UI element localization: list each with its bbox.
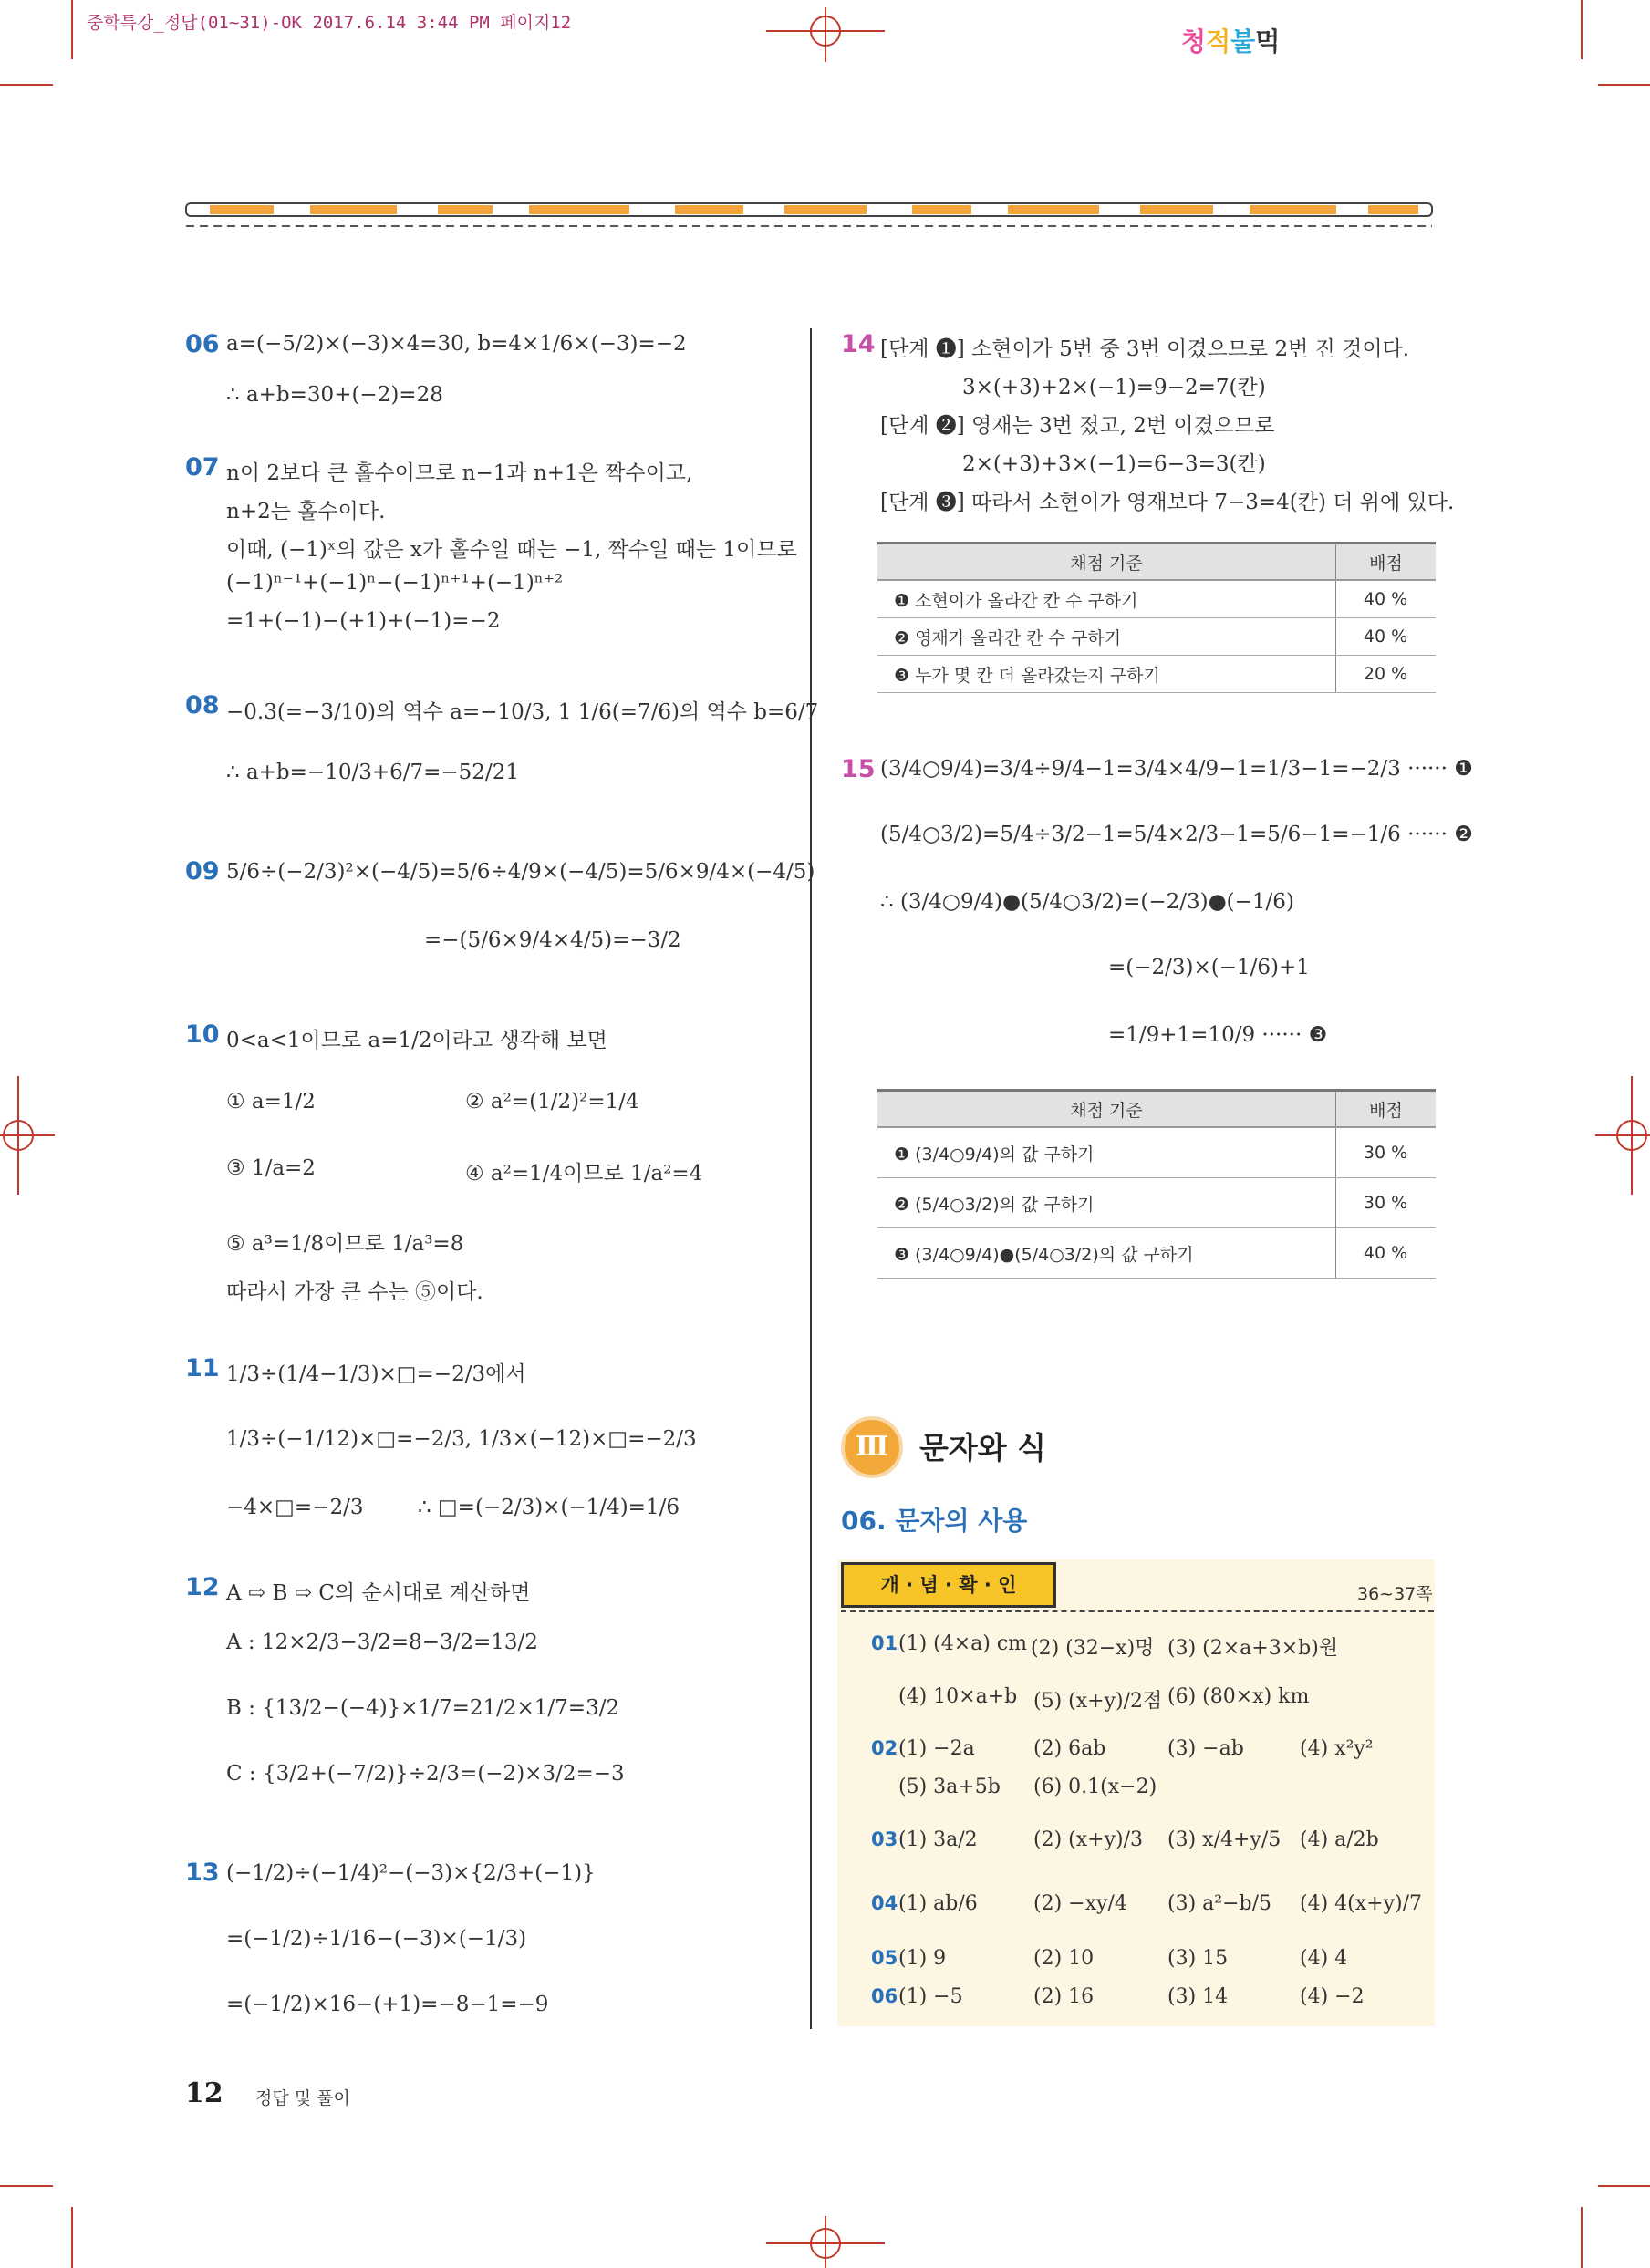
- solution-line: C : {3/2+(−7/2)}÷2/3=(−2)×3/2=−3: [226, 1762, 625, 1786]
- solution-line: 3×(+3)+2×(−1)=9−2=7(칸): [962, 376, 1266, 399]
- problem-number: 15: [841, 755, 876, 783]
- solution-line: −4×□=−2/3: [226, 1496, 364, 1519]
- solution-line: (5/4○3/2)=5/4÷3/2−1=5/4×2/3−1=5/6−1=−1/6 ······ ❷: [880, 823, 1473, 846]
- solution-line: 2×(+3)+3×(−1)=6−3=3(칸): [962, 452, 1266, 476]
- problem-number: 08: [185, 691, 220, 720]
- footer-label: 정답 및 풀이: [255, 2088, 350, 2108]
- chapter-number-badge: Ⅲ: [841, 1416, 903, 1478]
- solution-line: =(−1/2)÷1/16−(−3)×(−1/3): [226, 1927, 527, 1951]
- answer-item: (4) 4: [1300, 1947, 1348, 1970]
- problem-number: 11: [185, 1354, 220, 1383]
- column-divider: [810, 328, 812, 2029]
- page-range: 36~37쪽: [1357, 1584, 1433, 1604]
- table-row: [877, 656, 1436, 693]
- answer-item: (2) 10: [1033, 1947, 1095, 1970]
- decorative-header-band: [182, 196, 1437, 234]
- table-cell: ❶ 소현이가 올라간 칸 수 구하기: [877, 580, 1336, 618]
- solution-line: a=(−5/2)×(−3)×4=30, b=4×1/6×(−3)=−2: [226, 332, 687, 356]
- answer-number: 03: [871, 1828, 898, 1850]
- registration-mark-right: [1595, 1076, 1650, 1195]
- solution-line: (−1/2)÷(−1/4)²−(−3)×{2/3+(−1)}: [226, 1861, 596, 1885]
- registration-mark-bottom: [766, 2216, 885, 2268]
- solution-line: [단계 ❸] 따라서 소현이가 영재보다 7−3=4(칸) 더 위에 있다.: [880, 491, 1455, 514]
- problem-number: 06: [185, 330, 220, 358]
- answer-item: (6) 0.1(x−2): [1033, 1776, 1157, 1798]
- dashed-divider: [841, 1610, 1434, 1612]
- answer-item: (3) 14: [1167, 1985, 1229, 2008]
- table-row: [877, 1178, 1436, 1228]
- answer-item: (1) (4×a) cm: [898, 1632, 1028, 1655]
- answer-item: (3) a²−b/5: [1167, 1892, 1272, 1915]
- table-row: [877, 580, 1436, 618]
- solution-line: =1/9+1=10/9 ······ ❸: [1108, 1023, 1328, 1047]
- answer-item: (2) 6ab: [1033, 1737, 1106, 1760]
- concept-check-label: 개 · 념 · 확 · 인: [841, 1562, 1056, 1608]
- solution-line: 5/6÷(−2/3)²×(−4/5)=5/6÷4/9×(−4/5)=5/6×9/4×(−4/5): [226, 860, 815, 884]
- table-cell: ❸ (3/4○9/4)●(5/4○3/2)의 값 구하기: [877, 1228, 1336, 1279]
- answer-item: (1) 9: [898, 1947, 947, 1970]
- solution-line: ① a=1/2: [226, 1090, 316, 1113]
- answer-item: (2) (32−x)명: [1031, 1637, 1155, 1660]
- solution-line: −0.3(=−3/10)의 역수 a=−10/3, 1 1/6(=7/6)의 역수 b=6/7: [226, 700, 819, 724]
- registration-mark-left: [0, 1076, 55, 1195]
- table-cell: ❶ (3/4○9/4)의 값 구하기: [877, 1127, 1336, 1178]
- table-cell: 20 %: [1336, 656, 1437, 693]
- answer-item: (1) −5: [898, 1985, 963, 2008]
- registration-mark-top: [766, 7, 885, 62]
- answer-item: (4) 4(x+y)/7: [1300, 1892, 1422, 1915]
- problem-number: 09: [185, 857, 220, 885]
- table-cell: ❸ 누가 몇 칸 더 올라갔는지 구하기: [877, 656, 1336, 693]
- answer-item: (3) −ab: [1167, 1737, 1244, 1760]
- answer-item: (1) ab/6: [898, 1892, 978, 1915]
- problem-number: 13: [185, 1859, 220, 1887]
- solution-line: 1/3÷(1/4−1/3)×□=−2/3에서: [226, 1362, 526, 1386]
- solution-line: ∴ □=(−2/3)×(−1/4)=1/6: [418, 1496, 680, 1519]
- solution-line: ∴ a+b=30+(−2)=28: [226, 383, 443, 407]
- table-cell: 40 %: [1336, 580, 1437, 618]
- solution-line: =(−1/2)×16−(+1)=−8−1=−9: [226, 1993, 549, 2016]
- solution-line: =1+(−1)−(+1)+(−1)=−2: [226, 609, 501, 633]
- answer-number: 04: [871, 1892, 898, 1914]
- table-header: 배점: [1336, 544, 1437, 581]
- scoring-table-15: [877, 1089, 1436, 1279]
- answer-item: (1) 3a/2: [898, 1828, 978, 1851]
- answer-item: (2) −xy/4: [1033, 1892, 1127, 1915]
- answer-number: 05: [871, 1947, 898, 1969]
- answer-number: 01: [871, 1632, 898, 1654]
- solution-line: n이 2보다 큰 홀수이므로 n−1과 n+1은 짝수이고,: [226, 461, 693, 485]
- page-number: 12: [185, 2077, 223, 2109]
- answer-item: (3) x/4+y/5: [1167, 1828, 1282, 1851]
- solution-line: ② a²=(1/2)²=1/4: [465, 1090, 639, 1113]
- solution-line: (3/4○9/4)=3/4÷9/4−1=3/4×4/9−1=1/3−1=−2/3 ······ ❶: [880, 757, 1473, 781]
- answer-item: (5) (x+y)/2점: [1033, 1690, 1163, 1713]
- table-cell: ❷ 영재가 올라간 칸 수 구하기: [877, 618, 1336, 656]
- answer-item: (4) −2: [1300, 1985, 1365, 2008]
- solution-line: B : {13/2−(−4)}×1/7=21/2×1/7=3/2: [226, 1696, 620, 1720]
- solution-line: 따라서 가장 큰 수는 ⑤이다.: [226, 1280, 483, 1304]
- scoring-table-14: [877, 542, 1436, 693]
- answer-item: (2) 16: [1033, 1985, 1095, 2008]
- table-cell: 40 %: [1336, 618, 1437, 656]
- answer-item: (4) 10×a+b: [898, 1685, 1018, 1708]
- solution-line: A : 12×2/3−3/2=8−3/2=13/2: [226, 1631, 538, 1654]
- section-title: 06. 문자의 사용: [841, 1506, 1028, 1536]
- answer-item: (2) (x+y)/3: [1033, 1828, 1144, 1851]
- solution-line: 1/3÷(−1/12)×□=−2/3, 1/3×(−12)×□=−2/3: [226, 1427, 697, 1451]
- table-cell: 40 %: [1336, 1228, 1437, 1279]
- problem-number: 12: [185, 1573, 220, 1601]
- solution-line: ④ a²=1/4이므로 1/a²=4: [465, 1162, 703, 1186]
- table-header: 채점 기준: [877, 1091, 1336, 1128]
- solution-line: =−(5/6×9/4×4/5)=−3/2: [424, 928, 681, 952]
- brand-logo: [1181, 22, 1280, 58]
- table-cell: 30 %: [1336, 1127, 1437, 1178]
- table-row: [877, 1127, 1436, 1178]
- answer-number: 02: [871, 1737, 898, 1759]
- solution-line: n+2는 홀수이다.: [226, 500, 386, 523]
- solution-line: (−1)ⁿ⁻¹+(−1)ⁿ−(−1)ⁿ⁺¹+(−1)ⁿ⁺²: [226, 571, 564, 595]
- answer-item: (4) x²y²: [1300, 1737, 1374, 1760]
- table-header: 채점 기준: [877, 544, 1336, 581]
- problem-number: 14: [841, 330, 876, 358]
- answer-number: 06: [871, 1985, 898, 2007]
- solution-line: ∴ a+b=−10/3+6/7=−52/21: [226, 761, 519, 784]
- solution-line: ∴ (3/4○9/4)●(5/4○3/2)=(−2/3)●(−1/6): [880, 890, 1294, 914]
- solution-line: A ⇨ B ⇨ C의 순서대로 계산하면: [226, 1581, 531, 1605]
- brand-char-3: 불: [1230, 26, 1256, 57]
- answer-item: (1) −2a: [898, 1737, 975, 1760]
- table-row: [877, 1228, 1436, 1279]
- chapter-title: 문자와 식: [919, 1430, 1047, 1465]
- answer-item: (6) (80×x) km: [1167, 1685, 1310, 1708]
- solution-line: [단계 ❷] 영재는 3번 졌고, 2번 이겼으므로: [880, 414, 1275, 438]
- solution-line: ③ 1/a=2: [226, 1156, 316, 1180]
- table-row: [877, 618, 1436, 656]
- solution-line: 0<a<1이므로 a=1/2이라고 생각해 보면: [226, 1029, 607, 1052]
- answer-item: (3) (2×a+3×b)원: [1167, 1637, 1339, 1660]
- solution-line: =(−2/3)×(−1/6)+1: [1108, 956, 1310, 979]
- solution-line: ⑤ a³=1/8이므로 1/a³=8: [226, 1232, 464, 1256]
- print-header: 중학특강_정답(01~31)-OK 2017.6.14 3:44 PM 페이지12: [87, 13, 572, 33]
- brand-char-2: 적: [1206, 26, 1231, 57]
- answer-item: (3) 15: [1167, 1947, 1229, 1970]
- table-cell: ❷ (5/4○3/2)의 값 구하기: [877, 1178, 1336, 1228]
- table-cell: 30 %: [1336, 1178, 1437, 1228]
- brand-char-4: 먹: [1255, 26, 1281, 57]
- answer-item: (4) a/2b: [1300, 1828, 1379, 1851]
- solution-line: 이때, (−1)ˣ의 값은 x가 홀수일 때는 −1, 짝수일 때는 1이므로: [226, 538, 797, 562]
- problem-number: 07: [185, 453, 220, 482]
- table-header: 배점: [1336, 1091, 1437, 1128]
- problem-number: 10: [185, 1020, 220, 1049]
- answer-item: (5) 3a+5b: [898, 1776, 1001, 1798]
- solution-line: [단계 ❶] 소현이가 5번 중 3번 이겼으므로 2번 진 것이다.: [880, 337, 1410, 361]
- brand-char-1: 청: [1181, 26, 1207, 57]
